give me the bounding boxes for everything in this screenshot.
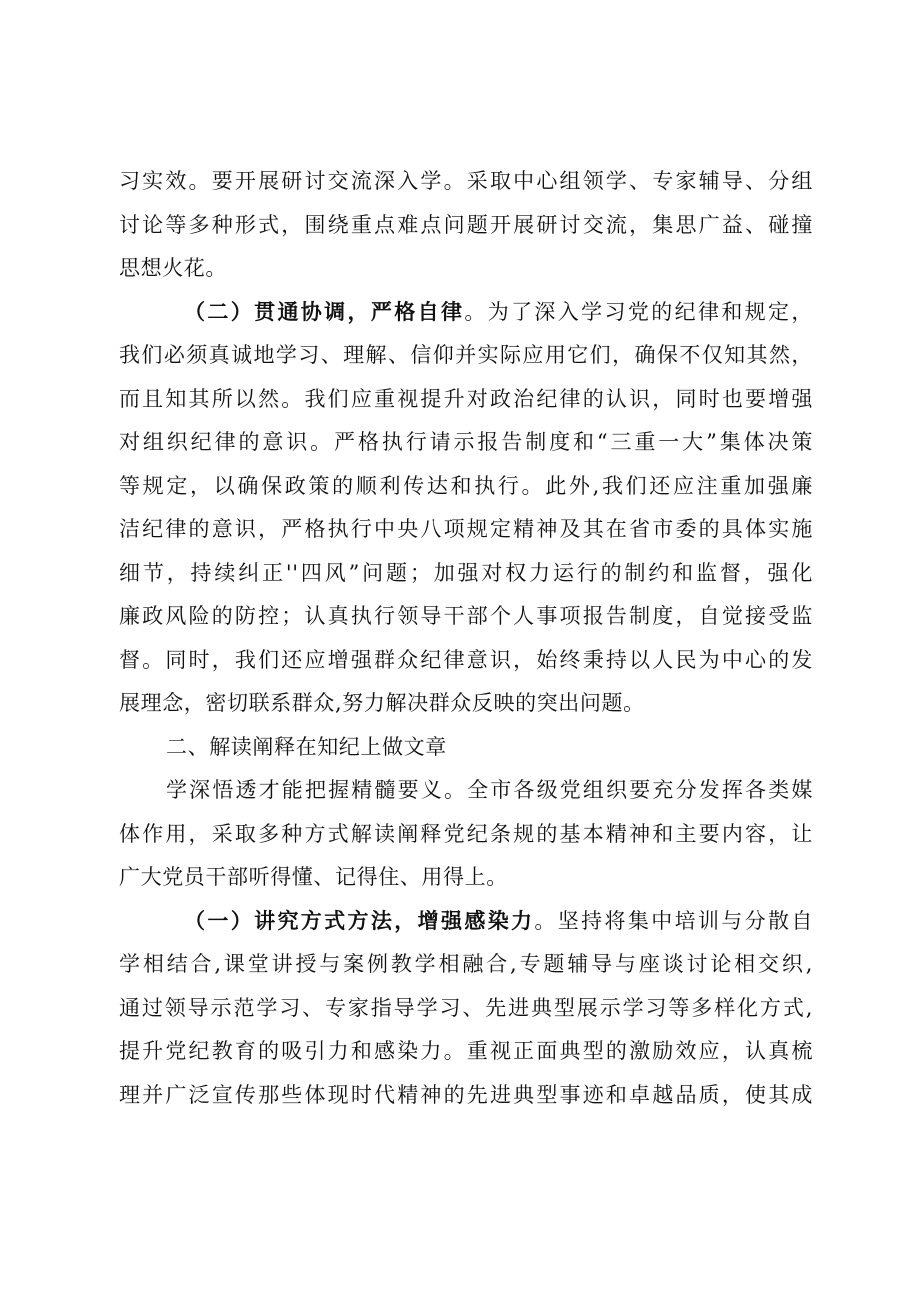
paragraph-line [119,595,813,639]
paragraph-line [119,1074,813,1118]
paragraph-line [119,204,813,248]
line-text: 理并广泛宣传那些体现时代精神的先进典型事迹和卓越品质，使其成 [119,1082,813,1107]
paragraph-line [119,508,813,552]
paragraph-line [119,160,813,204]
paragraph-line [119,900,813,944]
line-text: 思想火花。 [119,256,227,280]
paragraph-line [119,769,813,813]
paragraph-line [119,334,813,378]
line-text: 体作用，采取多种方式解读阐释党纪条规的基本精神和主要内容，让 [119,821,813,846]
paragraph-line [119,465,813,509]
paragraph-line [119,943,813,987]
paragraph-line [119,813,813,857]
paragraph-line [119,291,813,335]
line-text: 通过领导示范学习、专家指导学习、先进典型展示学习等多样化方式, [119,995,813,1020]
section-heading: 二、解读阐释在知纪上做文章 [166,734,447,759]
line-text: 对组织纪律的意识。严格执行请示报告制度和“三重一大”集体决策 [119,430,813,454]
paragraph-line [119,856,813,900]
line-text: 而且知其所以然。我们应重视提升对政治纪律的认识，同时也要增强 [119,386,813,411]
line-text: 廉政风险的防控；认真执行领导干部个人事项报告制度，自觉接受监 [119,604,813,628]
bold-lead-in: （二）贯通协调，严格自律 [184,299,465,324]
line-text: 督。同时，我们还应增强群众纪律意识，始终秉持以人民为中心的发 [119,647,813,672]
paragraph-line [119,247,813,291]
paragraph-line [119,421,813,465]
line-text: 讨论等多种形式，围绕重点难点问题开展研讨交流，集思广益、碰撞 [119,212,813,237]
bold-lead-in: （一）讲究方式方法，增强感染力 [184,908,535,933]
paragraph-line [119,378,813,422]
line-text: 学相结合,课堂讲授与案例教学相融合,专题辅导与座谈讨论相交织, [119,952,813,976]
line-text: 。为了深入学习党的纪律和规定， [464,299,814,324]
paragraph-line [119,987,813,1031]
line-text: 洁纪律的意识，严格执行中央八项规定精神及其在省市委的具体实施 [119,517,813,541]
line-text: 等规定，以确保政策的顺利传达和执行。此外,我们还应注重加强廉 [119,473,813,498]
line-text: 习实效。要开展研讨交流深入学。采取中心组领学、专家辅导、分组 [119,169,813,193]
line-text: 提升党纪教育的吸引力和感染力。重视正面典型的激励效应，认真梳 [119,1039,813,1063]
line-text: 学深悟透才能把握精髓要义。全市各级党组织要充分发挥各类媒 [166,778,813,802]
line-text: 细节，持续纠正''四风”问题；加强对权力运行的制约和监督，强化 [119,560,813,585]
paragraph-line [119,1030,813,1074]
line-text: 。坚持将集中培训与分散自 [534,908,813,933]
document-body [119,160,813,1117]
line-text: 展理念，密切联系群众,努力解决群众反映的突出问题。 [119,691,645,715]
paragraph-line [119,639,813,683]
line-text: 我们必须真诚地学习、理解、信仰并实际应用它们，确保不仅知其然， [119,343,813,367]
line-text: 广大党员干部听得懂、记得住、用得上。 [119,865,508,889]
paragraph-line [119,552,813,596]
paragraph-line [119,682,813,726]
